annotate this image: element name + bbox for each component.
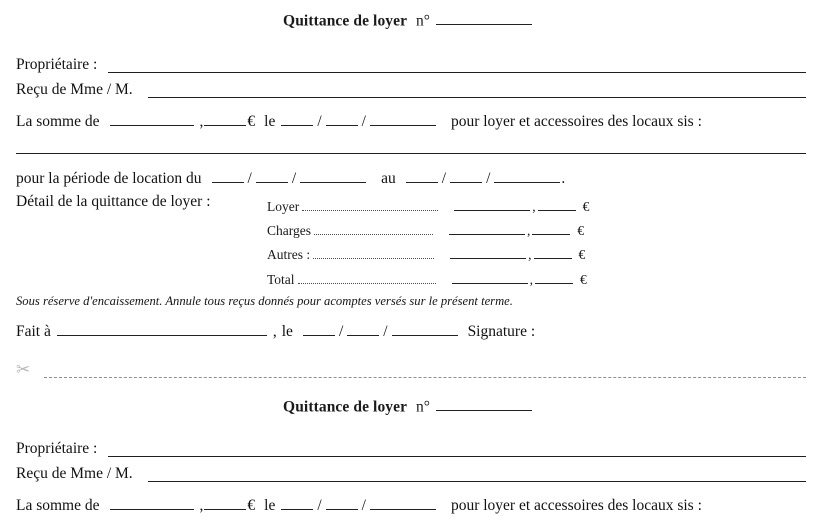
made-at-city-blank[interactable] (57, 321, 267, 336)
period-end-month-blank[interactable] (450, 168, 482, 183)
detail-comma: , (527, 223, 531, 239)
detail-section-label: Détail de la quittance de loyer : (16, 193, 211, 210)
detail-euro-symbol: € (577, 223, 585, 239)
made-at-row (16, 321, 535, 340)
receipt-title-text: Quittance de loyer (283, 12, 408, 30)
made-at-comma: , (272, 323, 277, 341)
sum-row (16, 495, 702, 514)
sum-label: La somme de (16, 497, 100, 515)
made-at-month-blank[interactable] (347, 321, 379, 336)
detail-row (267, 246, 585, 262)
disclaimer-text: Sous réserve d'encaissement. Annule tous reçus donnés pour acomptes versés sur le présent terme. (16, 294, 513, 308)
detail-row-label: Autres : (267, 247, 311, 263)
period-to-label: au (381, 170, 396, 188)
date-year-blank[interactable] (370, 495, 436, 510)
owner-input-line[interactable] (108, 456, 806, 457)
signature-label: Signature : (467, 323, 536, 341)
date-slash-2: / (361, 113, 366, 131)
sum-comma: , (199, 113, 204, 131)
detail-amount-blank[interactable] (449, 222, 525, 235)
date-prefix: le (264, 497, 276, 515)
made-at-label: Fait à (16, 323, 51, 341)
detail-cents-blank[interactable] (532, 222, 570, 235)
detail-comma: , (532, 199, 536, 215)
period-start-slash-1: / (247, 170, 252, 188)
detail-row (267, 222, 584, 238)
period-label: pour la période de location du (16, 170, 202, 188)
sum-row (16, 111, 702, 130)
detail-amount-blank[interactable] (450, 246, 526, 259)
period-end-period: . (561, 170, 566, 188)
receipt-number-blank[interactable] (436, 396, 532, 411)
detail-row-label: Total (267, 272, 295, 288)
cut-line (44, 377, 806, 378)
made-at-slash-2: / (383, 323, 388, 341)
detail-comma: , (529, 272, 533, 288)
date-month-blank[interactable] (326, 495, 358, 510)
detail-cents-blank[interactable] (538, 198, 576, 211)
date-slash-1: / (317, 113, 322, 131)
period-start-slash-2: / (291, 170, 297, 188)
euro-symbol: € (247, 113, 256, 131)
period-start-year-blank[interactable] (300, 168, 366, 183)
date-day-blank[interactable] (281, 495, 313, 510)
detail-euro-symbol: € (582, 199, 590, 215)
received-from-label: Reçu de Mme / M. (16, 465, 133, 482)
sum-cents-blank[interactable] (204, 495, 246, 510)
date-day-blank[interactable] (281, 111, 313, 126)
owner-label: Propriétaire : (16, 440, 98, 457)
date-year-blank[interactable] (370, 111, 436, 126)
owner-label: Propriétaire : (16, 56, 98, 73)
dotted-leader (302, 203, 438, 211)
receipt-title-top (0, 10, 816, 29)
sum-amount-blank[interactable] (110, 111, 194, 126)
euro-symbol: € (247, 497, 256, 515)
detail-amount-blank[interactable] (452, 271, 528, 284)
period-end-slash-1: / (441, 170, 447, 188)
date-month-blank[interactable] (326, 111, 358, 126)
dotted-leader (298, 276, 436, 284)
detail-euro-symbol: € (578, 247, 586, 263)
purpose-text: pour loyer et accessoires des locaux sis : (450, 497, 702, 515)
scissors-icon: ✂ (16, 360, 31, 379)
sum-amount-blank[interactable] (110, 495, 194, 510)
period-end-slash-2: / (486, 170, 491, 188)
period-end-day-blank[interactable] (406, 168, 438, 183)
detail-cents-blank[interactable] (535, 271, 573, 284)
receipt-title-text: Quittance de loyer (283, 398, 408, 416)
made-at-date-prefix: le (281, 323, 293, 341)
made-at-day-blank[interactable] (303, 321, 335, 336)
date-slash-2: / (361, 497, 366, 515)
dotted-leader (313, 251, 434, 259)
sum-comma: , (199, 497, 204, 515)
detail-row-label: Loyer (267, 199, 300, 215)
detail-comma: , (528, 247, 532, 263)
receipt-title-bottom (0, 396, 816, 415)
made-at-year-blank[interactable] (392, 321, 458, 336)
dotted-leader (314, 227, 433, 235)
owner-input-line[interactable] (108, 72, 806, 73)
detail-euro-symbol: € (579, 272, 587, 288)
detail-cents-blank[interactable] (534, 246, 572, 259)
detail-row-label: Charges (267, 223, 311, 239)
purpose-text: pour loyer et accessoires des locaux sis : (450, 113, 702, 131)
sum-cents-blank[interactable] (204, 111, 246, 126)
receipt-number-blank[interactable] (436, 10, 532, 25)
receipt-number-label: n° (415, 398, 430, 416)
detail-row (267, 198, 589, 214)
receipt-number-label: n° (415, 12, 430, 30)
date-prefix: le (264, 113, 276, 131)
address-input-line[interactable] (16, 153, 806, 154)
date-slash-1: / (317, 497, 322, 515)
sum-label: La somme de (16, 113, 100, 131)
period-start-month-blank[interactable] (256, 168, 288, 183)
made-at-slash-1: / (338, 323, 344, 341)
period-start-day-blank[interactable] (212, 168, 244, 183)
period-row (16, 168, 565, 187)
period-end-year-blank[interactable] (494, 168, 560, 183)
detail-amount-blank[interactable] (454, 198, 530, 211)
received-from-input-line[interactable] (148, 97, 806, 98)
received-from-input-line[interactable] (148, 481, 806, 482)
detail-row (267, 271, 587, 287)
received-from-label: Reçu de Mme / M. (16, 81, 133, 98)
